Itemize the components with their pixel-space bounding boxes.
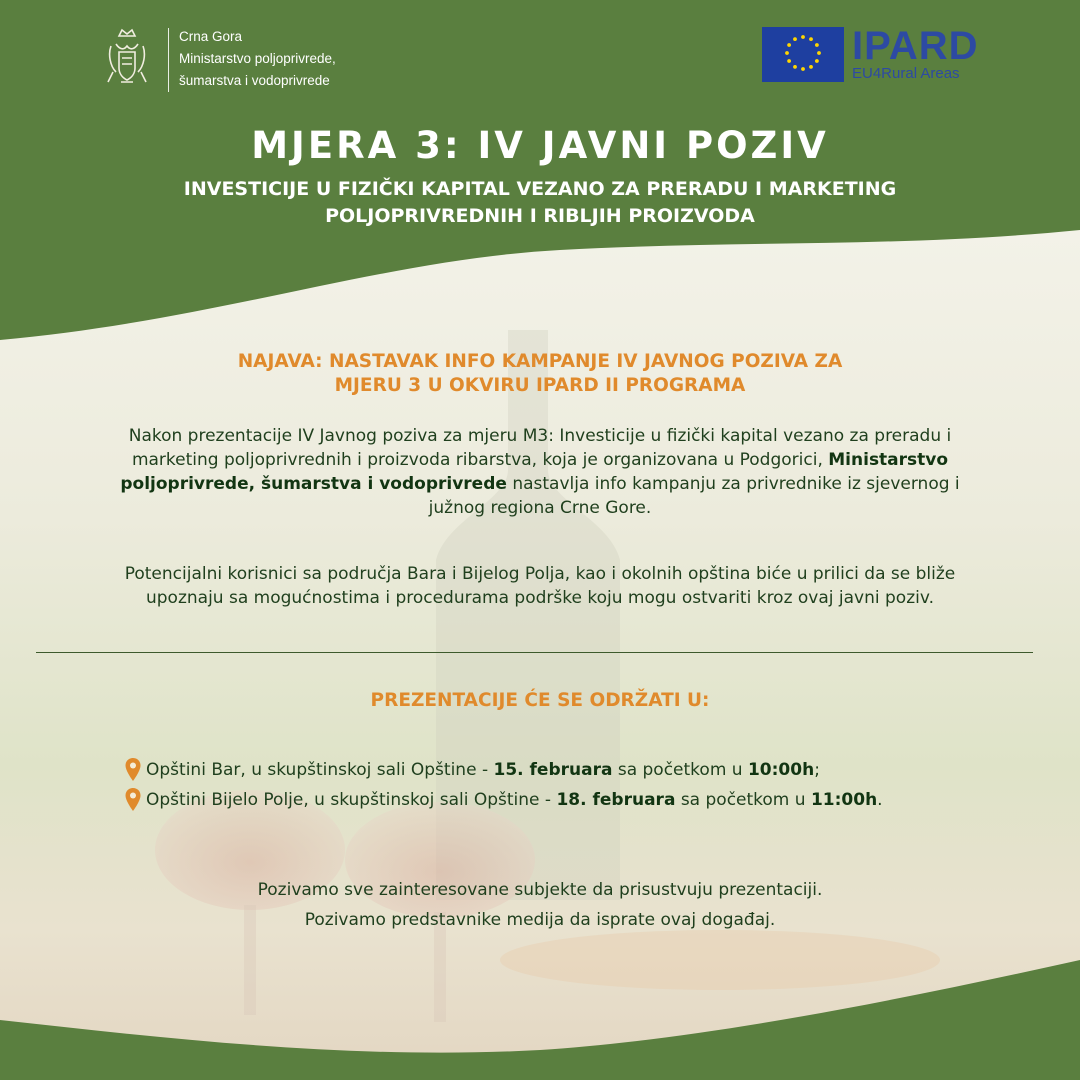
ministry-line-1: Crna Gora <box>179 29 243 44</box>
event-item <box>124 756 970 784</box>
wine-glass-right <box>345 802 535 918</box>
event-end: ; <box>814 760 820 780</box>
event-location: Opštini Bijelo Polje, u skupštinskoj sali Opštine - <box>146 790 557 810</box>
page-title: MJERA 3: IV JAVNI POZIV <box>251 124 829 167</box>
invitation-line-2: Pozivamo predstavnike medija da isprate ovaj događaj. <box>304 910 776 930</box>
event-text <box>146 786 883 814</box>
event-middle: sa početkom u <box>612 760 748 780</box>
subtitle-line-1: INVESTICIJE U FIZIČKI KAPITAL VEZANO ZA PRERADU I MARKETING <box>183 178 897 200</box>
page-subtitle <box>110 176 970 230</box>
subtitle-line-2: POLJOPRIVREDNIH I RIBLJIH PROIZVODA <box>325 205 755 227</box>
intro-text: Nakon prezentacije IV Javnog poziva za mjeru M3: Investicije u fizički kapital vezano za preradu i marketing poljoprivrednih i proizvoda ribarstva, koja je organizovana u Podgorici, <box>128 426 952 470</box>
location-pin-icon <box>124 757 142 783</box>
ministry-line-2: Ministarstvo poljoprivrede, <box>179 51 336 66</box>
eu-flag-icon <box>762 27 844 82</box>
ministry-bold-text: Ministarstvo poljoprivrede, šumarstva i vodoprivrede <box>120 450 949 494</box>
event-text <box>146 756 820 784</box>
announcement-heading <box>120 350 960 398</box>
montenegro-coat-of-arms-icon <box>104 28 150 88</box>
announcement-line-1: NAJAVA: NASTAVAK INFO KAMPANJE IV JAVNOG POZIVA ZA <box>237 351 843 372</box>
logo-divider <box>168 28 169 92</box>
ipard-logo <box>762 26 978 82</box>
event-middle: sa početkom u <box>675 790 811 810</box>
ministry-name <box>179 26 336 92</box>
event-time: 11:00h <box>810 790 878 810</box>
ministry-line-3: šumarstva i vodoprivrede <box>179 73 330 88</box>
intro-text-end: nastavlja info kampanju za privrednike iz sjevernog i južnog regiona Crne Gore. <box>428 474 960 518</box>
location-pin-icon <box>124 787 142 813</box>
presentations-heading: PREZENTACIJE ĆE SE ODRŽATI U: <box>370 690 710 711</box>
event-location: Opštini Bar, u skupštinskoj sali Opštine - <box>146 760 494 780</box>
announcement-line-2: MJERU 3 U OKVIRU IPARD II PROGRAMA <box>334 375 746 396</box>
intro-paragraph <box>110 424 970 520</box>
event-date: 15. februara <box>493 760 613 780</box>
ipard-tagline: EU4Rural Areas <box>852 65 960 82</box>
event-time: 10:00h <box>747 760 815 780</box>
event-item <box>124 786 970 814</box>
ipard-name: IPARD <box>852 24 979 68</box>
event-end: . <box>877 790 883 810</box>
beneficiaries-paragraph: Potencijalni korisnici sa područja Bara i Bijelog Polja, kao i okolnih opština biće u prilici da se bliže upoznaju sa mogućnostima i procedurama podrške koju mogu ostvariti kroz ovaj javni poziv. <box>124 564 956 608</box>
ministry-logo <box>104 26 336 92</box>
invitation-line-1: Pozivamo sve zainteresovane subjekte da prisustvuju prezentaciji. <box>257 880 823 900</box>
section-divider <box>36 652 1033 653</box>
event-date: 18. februara <box>556 790 676 810</box>
